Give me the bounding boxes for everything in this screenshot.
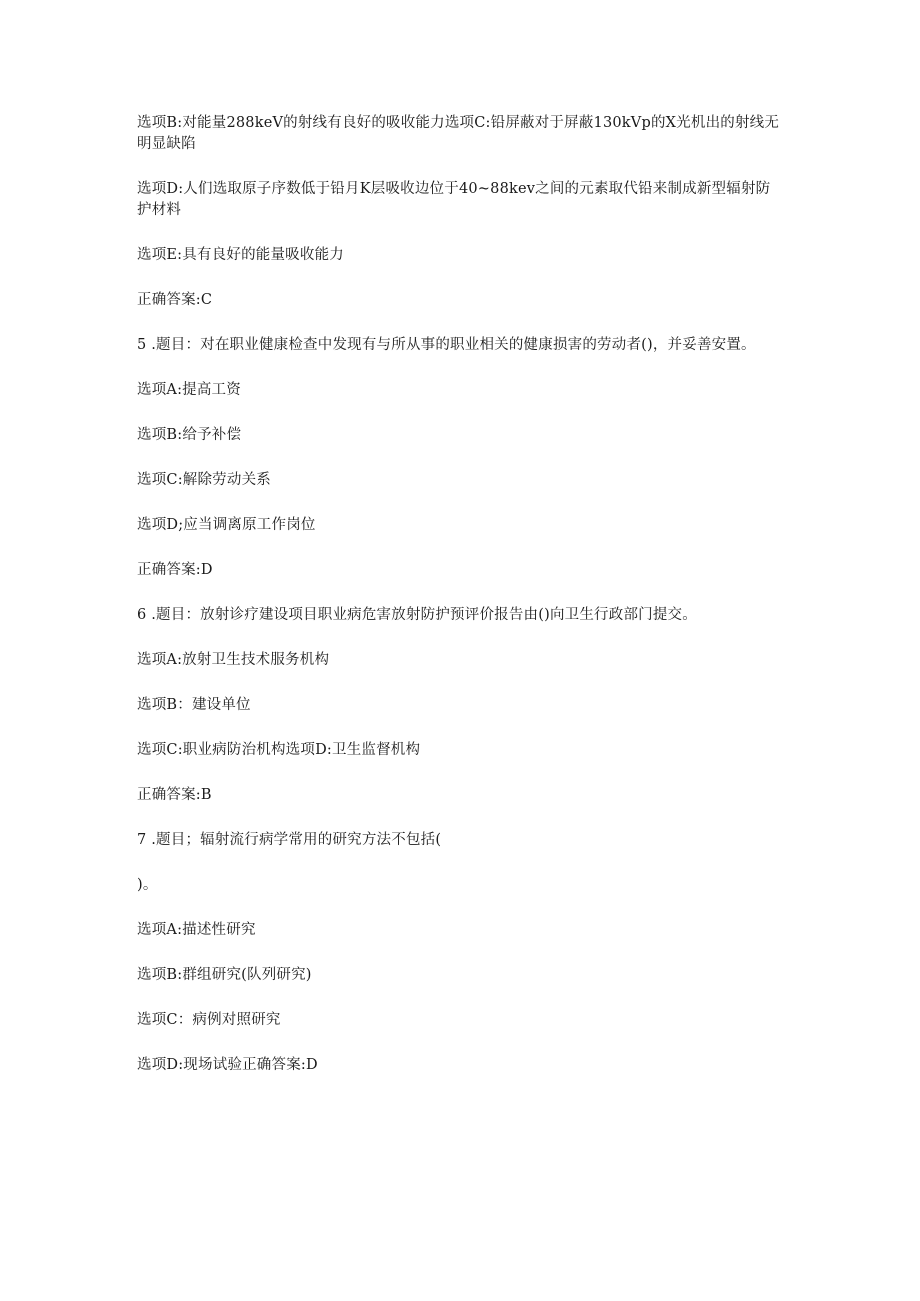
answer-line: 正确答案:C bbox=[137, 292, 213, 308]
question-6: 6 .题目：放射诊疗建设项目职业病危害放射防护预评价报告由()向卫生行政部门提交。 bbox=[137, 607, 697, 623]
document-body bbox=[137, 113, 785, 1100]
q7-option-d-answer: 选项D:现场试验正确答案:D bbox=[137, 1057, 318, 1073]
q5-option-c: 选项C:解除劳动关系 bbox=[137, 472, 271, 488]
q6-option-b: 选项B：建设单位 bbox=[137, 697, 251, 713]
q5-option-b: 选项B:给予补偿 bbox=[137, 427, 242, 443]
question-7-continuation: )。 bbox=[137, 877, 158, 893]
q6-option-c-d: 选项C:职业病防治机构选项D:卫生监督机构 bbox=[137, 742, 421, 758]
q7-option-c: 选项C：病例对照研究 bbox=[137, 1012, 281, 1028]
question-7: 7 .题目；辐射流行病学常用的研究方法不包括( bbox=[137, 832, 442, 848]
q6-option-a: 选项A:放射卫生技术服务机构 bbox=[137, 652, 330, 668]
q7-option-a: 选项A:描述性研究 bbox=[137, 922, 256, 938]
q5-option-a: 选项A:提高工资 bbox=[137, 382, 241, 398]
option-b-line: 选项B:对能量288keV的射线有良好的吸收能力选项C:铅屏蔽对于屏蔽130kVp的X光机出的射线无明显缺陷 bbox=[137, 115, 780, 152]
q5-option-d: 选项D;应当调离原工作岗位 bbox=[137, 517, 316, 533]
option-e-line: 选项E:具有良好的能量吸收能力 bbox=[137, 247, 344, 263]
q7-option-b: 选项B:群组研究(队列研究) bbox=[137, 967, 312, 983]
q5-answer: 正确答案:D bbox=[137, 562, 213, 578]
q6-answer: 正确答案:B bbox=[137, 787, 212, 803]
option-d-line: 选项D:人们选取原子序数低于铅月K层吸收边位于40~88kev之间的元素取代铅来制成新型辐射防护材料 bbox=[137, 181, 771, 218]
question-5: 5 .题目：对在职业健康检查中发现有与所从事的职业相关的健康损害的劳动者()，并妥善安置。 bbox=[137, 337, 756, 353]
